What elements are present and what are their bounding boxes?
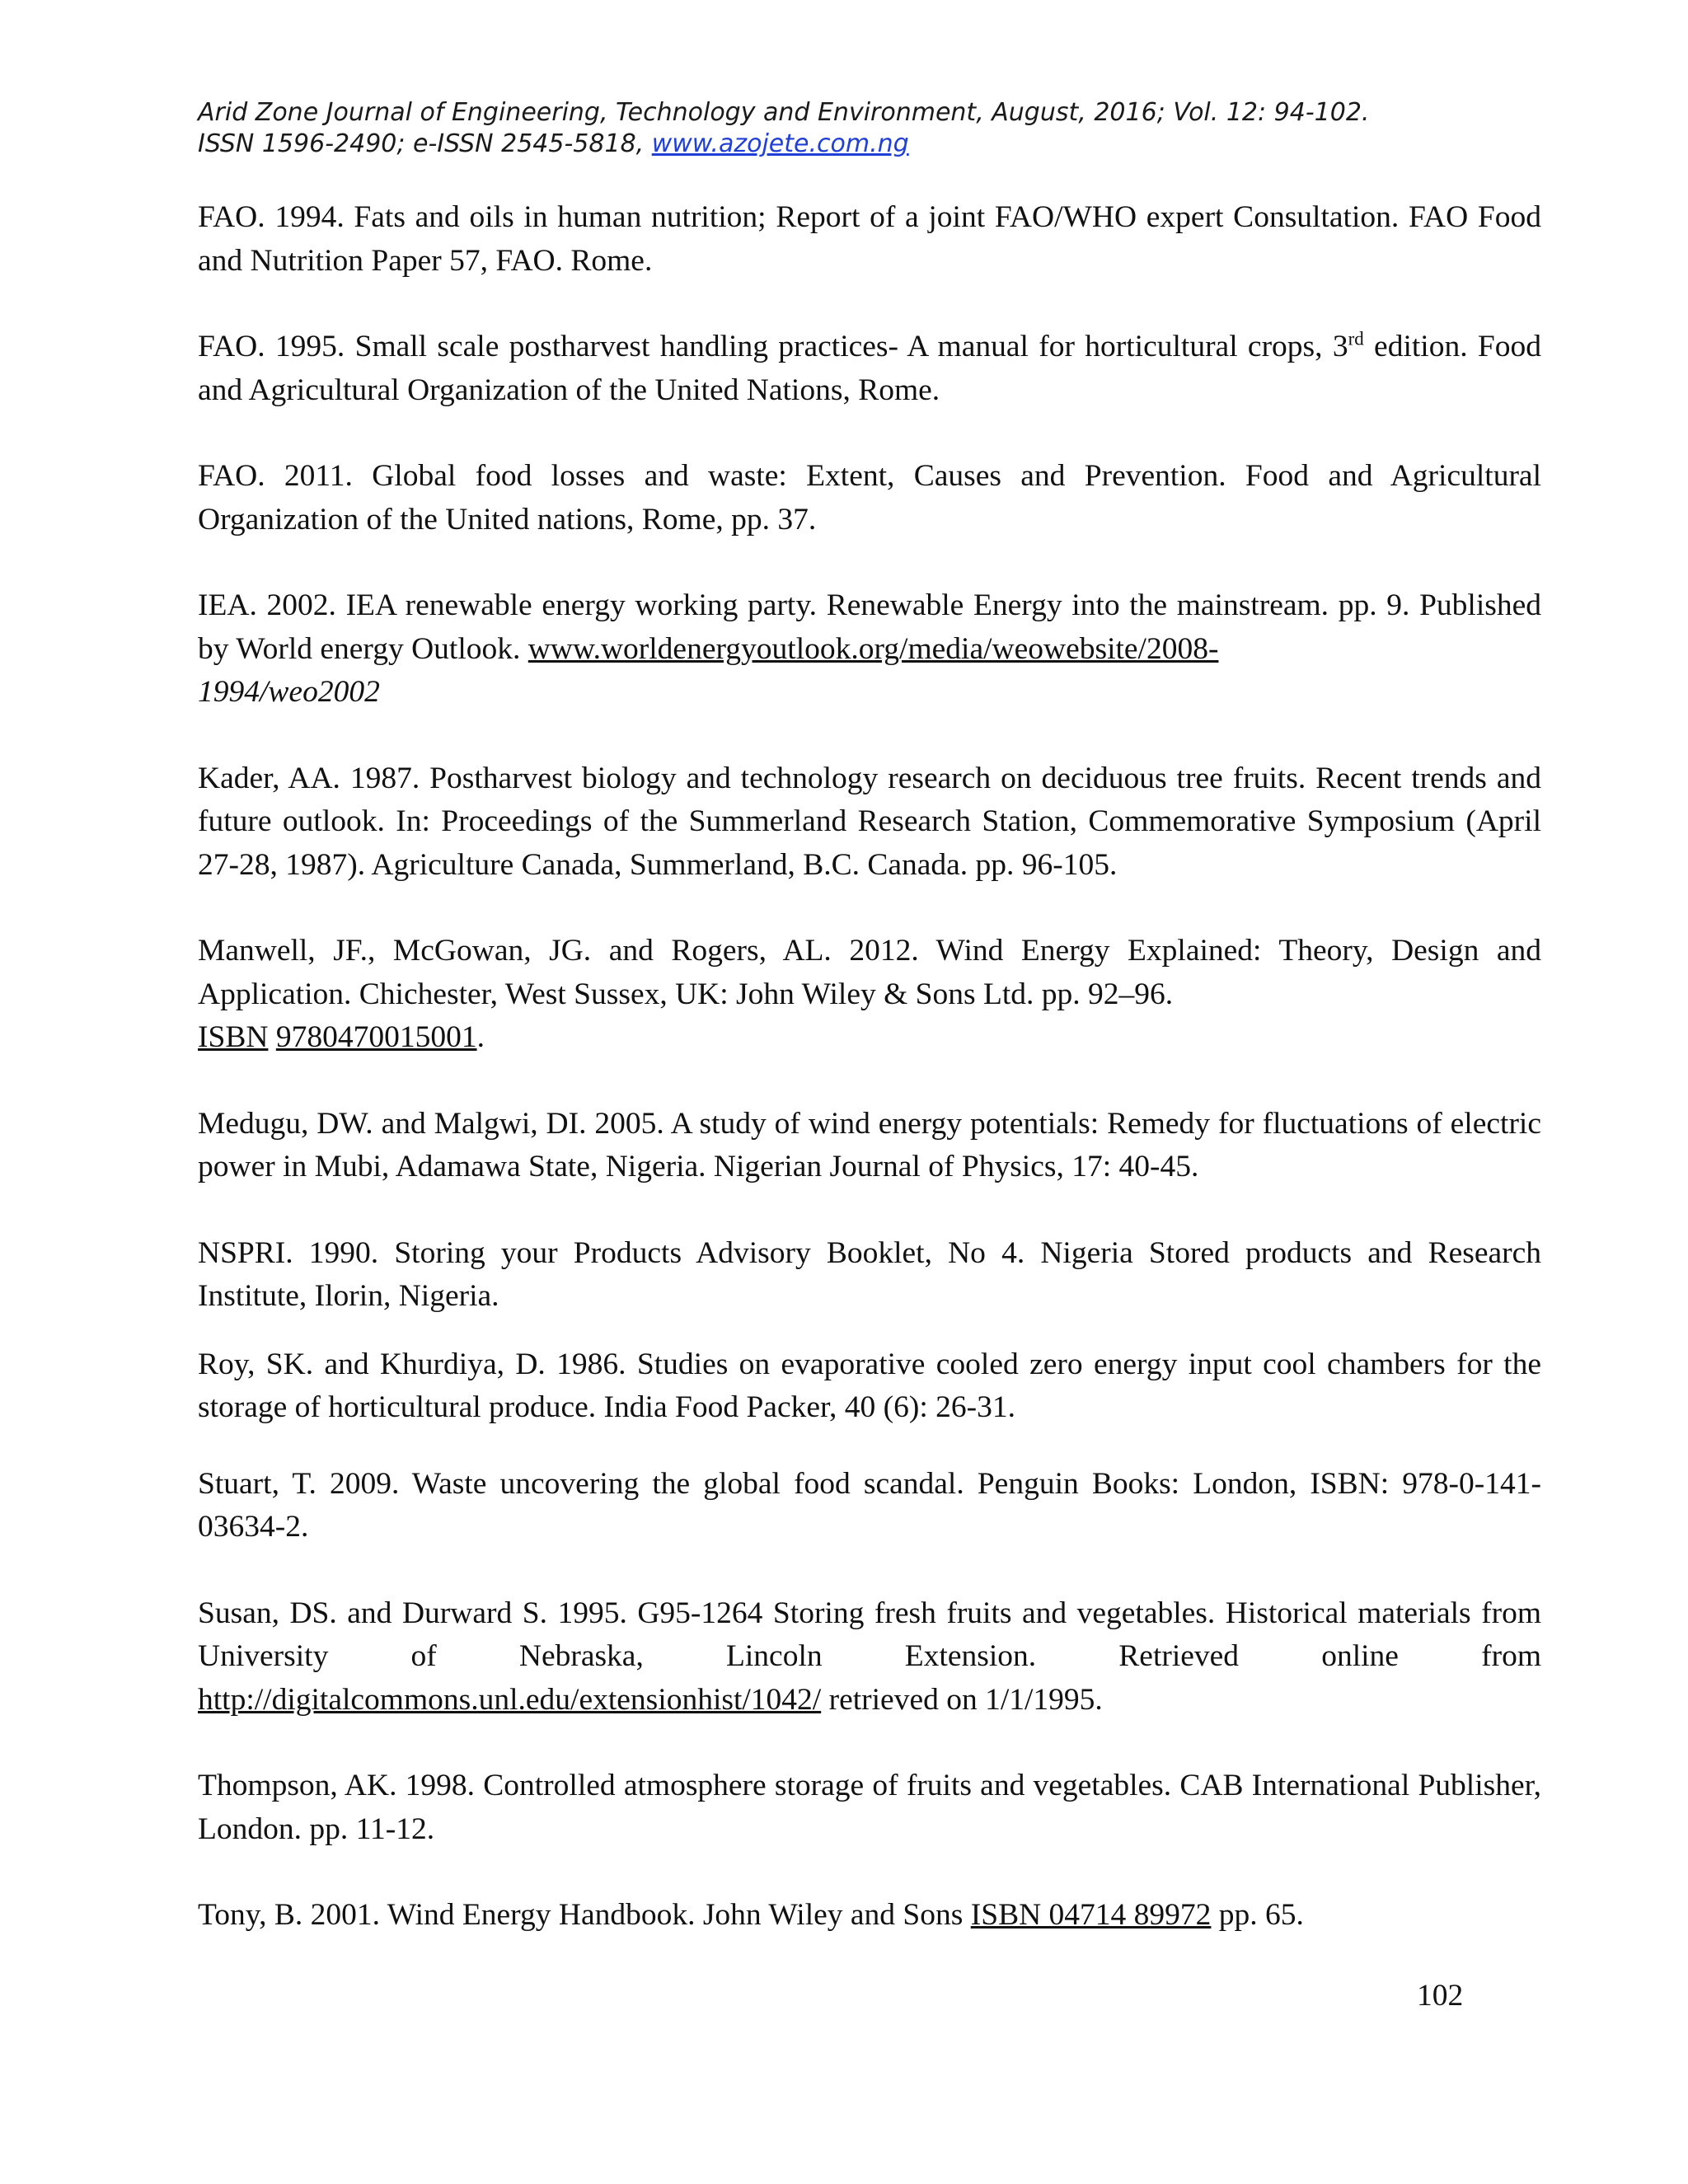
- isbn-number-link[interactable]: 9780470015001: [275, 1020, 477, 1054]
- isbn-link[interactable]: ISBN 04714 89972: [970, 1898, 1212, 1932]
- separator: [268, 1020, 275, 1054]
- running-header: [198, 97, 1550, 160]
- reference-text: FAO. 1995. Small scale postharvest handling practices- A manual for horticultural crops, 3: [198, 330, 1348, 363]
- reference-susan-1995: [198, 1592, 1541, 1722]
- reference-text: Medugu, DW. and Malgwi, DI. 2005. A study of wind energy potentials: Remedy for fluctuations of electric power in Mubi, Adamawa State, Nigeria. Nigerian Journal of Physics, 17: 40-45.: [198, 1106, 1541, 1183]
- reference-text: Thompson, AK. 1998. Controlled atmosphere storage of fruits and vegetables. CAB International Publisher, London. pp. 11-12.: [198, 1769, 1541, 1846]
- reference-thompson-1998: [198, 1765, 1541, 1851]
- issn-text: ISSN 1596-2490; e-ISSN 2545-5818,: [198, 129, 652, 158]
- reference-tail: retrieved on 1/1/1995.: [821, 1682, 1103, 1717]
- reference-text: NSPRI. 1990. Storing your Products Advisory Booklet, No 4. Nigeria Stored products and Research Institute, Ilorin, Nigeria.: [198, 1235, 1541, 1313]
- reference-roy-1986: [198, 1343, 1541, 1430]
- reference-text: Stuart, T. 2009. Waste uncovering the global food scandal. Penguin Books: London, ISBN: 978-0-141-03634-2.: [198, 1466, 1541, 1544]
- reference-tony-2001: [198, 1894, 1541, 1938]
- reference-medugu-2005: [198, 1103, 1541, 1189]
- reference-list: [198, 196, 1541, 1938]
- issn-line: [198, 129, 1550, 160]
- reference-text: FAO. 1994. Fats and oils in human nutrition; Report of a joint FAO/WHO expert Consultation. FAO Food and Nutrition Paper 57, FAO. Rome.: [198, 200, 1541, 278]
- isbn-link[interactable]: ISBN: [198, 1020, 269, 1054]
- page-number: 102: [1417, 1979, 1464, 2013]
- superscript-ordinal: rd: [1348, 328, 1364, 349]
- reference-kader-1987: [198, 757, 1541, 888]
- reference-url-link[interactable]: www.worldenergyoutlook.org/media/weowebsite/2008-: [528, 631, 1219, 666]
- reference-manwell-2012: [198, 930, 1541, 1060]
- reference-fao-1995: [198, 326, 1541, 412]
- reference-url-link[interactable]: http://digitalcommons.unl.edu/extensionhist/1042/: [198, 1682, 822, 1717]
- reference-url-continuation: 1994/weo2002: [198, 675, 380, 709]
- journal-website-link[interactable]: www.azojete.com.ng: [651, 129, 909, 158]
- reference-text: IEA. 2002. IEA renewable energy working party. Renewable Energy into the mainstream. pp. 9. Published by World energy Outlook.: [198, 588, 1541, 666]
- reference-fao-2011: [198, 455, 1541, 541]
- reference-text: Roy, SK. and Khurdiya, D. 1986. Studies on evaporative cooled zero energy input cool chambers for the storage of horticultural produce. India Food Packer, 40 (6): 26-31.: [198, 1347, 1541, 1424]
- reference-fao-1994: [198, 196, 1541, 283]
- reference-iea-2002: [198, 584, 1541, 715]
- reference-text: Kader, AA. 1987. Postharvest biology and technology research on deciduous tree fruits. Recent trends and future outlook. In: Proceedings of the Summerland Research Station, Commemorative Symposium (April 27-28, 1987). Agriculture Canada, Summerland, B.C. Canada. pp. 96-105.: [198, 761, 1541, 882]
- reference-tail: .: [476, 1020, 485, 1054]
- reference-text: Manwell, JF., McGowan, JG. and Rogers, AL. 2012. Wind Energy Explained: Theory, Design and Application. Chichester, West Sussex, UK: John Wiley & Sons Ltd. pp. 92–96.: [198, 934, 1541, 1011]
- reference-text: Susan, DS. and Durward S. 1995. G95-1264 Storing fresh fruits and vegetables. Historical materials from University of Nebraska, Lincoln Extension. Retrieved online from: [198, 1596, 1541, 1673]
- journal-citation-line: Arid Zone Journal of Engineering, Technology and Environment, August, 2016; Vol. 12: 94-102.: [198, 98, 1370, 127]
- reference-text-continued: edition. Food and Agricultural Organization of the United Nations, Rome.: [198, 330, 1541, 407]
- reference-text: Tony, B. 2001. Wind Energy Handbook. John Wiley and Sons: [198, 1898, 971, 1932]
- reference-text: FAO. 2011. Global food losses and waste: Extent, Causes and Prevention. Food and Agricultural Organization of the United nations, Rome, pp. 37.: [198, 459, 1541, 537]
- reference-stuart-2009: [198, 1463, 1541, 1549]
- reference-tail: pp. 65.: [1211, 1898, 1304, 1932]
- reference-nspri-1990: [198, 1232, 1541, 1319]
